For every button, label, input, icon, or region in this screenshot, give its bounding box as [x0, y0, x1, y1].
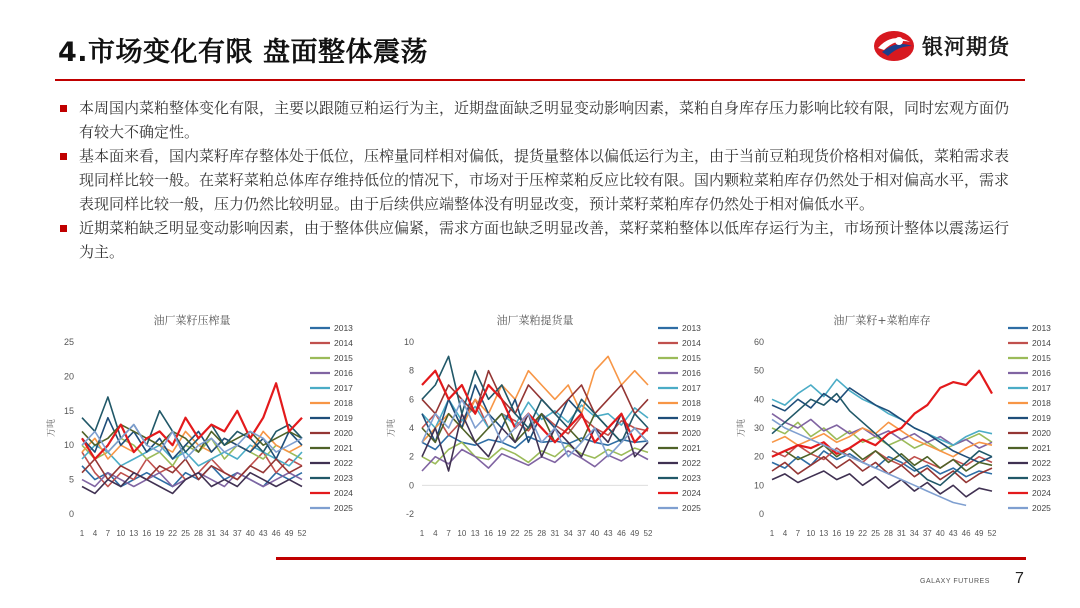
chart-meal-pickup [380, 304, 710, 542]
x-tick-label: 46 [271, 529, 281, 538]
x-tick-label: 25 [181, 529, 190, 538]
y-tick-label: 15 [63, 405, 74, 416]
bullet-text: 本周国内菜粕整体变化有限，主要以跟随豆粕运行为主，近期盘面缺乏明显变动影响因素，菜粕自身库存压力影响比较有限，同时宏观方面仍有较大不确定性。 [79, 99, 1010, 141]
x-tick-label: 40 [590, 529, 600, 538]
legend-label: 2019 [682, 413, 701, 423]
legend-label: 2013 [682, 323, 701, 333]
y-tick-label: 60 [753, 337, 764, 347]
x-tick-label: 16 [832, 529, 842, 538]
chart-title: 油厂菜籽+菜粕库存 [833, 314, 931, 327]
x-tick-label: 28 [884, 529, 893, 538]
galaxy-logo-icon [872, 28, 916, 64]
series-line-2017 [772, 379, 992, 445]
legend-label: 2022 [1032, 458, 1051, 468]
x-tick-label: 40 [935, 529, 945, 538]
x-tick-label: 10 [116, 529, 126, 538]
legend-label: 2023 [682, 473, 701, 483]
y-tick-label: 40 [753, 394, 764, 405]
legend-label: 2021 [334, 443, 353, 453]
x-tick-label: 31 [206, 529, 216, 538]
page-number: 7 [1015, 570, 1024, 587]
series-line-2022 [772, 471, 992, 497]
x-tick-label: 52 [643, 529, 653, 538]
bullet-square-icon [60, 153, 67, 160]
x-tick-label: 4 [433, 529, 438, 538]
y-axis-label: 万吨 [47, 418, 57, 438]
x-tick-label: 10 [457, 529, 467, 538]
y-axis-label: 万吨 [387, 418, 397, 438]
x-tick-label: 4 [782, 529, 788, 538]
x-tick-label: 31 [896, 529, 906, 538]
chart-crush-volume [40, 304, 360, 542]
legend-label: 2019 [334, 413, 353, 423]
legend-label: 2017 [682, 383, 701, 393]
bullet-item [55, 144, 1020, 216]
legend-label: 2013 [1032, 323, 1051, 333]
legend-label: 2018 [334, 398, 353, 408]
chart-seed-meal-stock [730, 304, 1060, 542]
x-tick-label: 16 [142, 529, 152, 538]
legend-label: 2023 [334, 473, 353, 483]
footer-brand: GALAXY FUTURES [920, 578, 990, 585]
y-tick-label: 20 [63, 371, 74, 382]
x-tick-label: 49 [974, 529, 984, 538]
chart-title: 油厂菜籽压榨量 [153, 314, 231, 327]
legend-label: 2017 [1032, 383, 1051, 393]
legend-label: 2022 [682, 458, 701, 468]
legend-label: 2013 [334, 323, 353, 333]
legend-label: 2025 [682, 503, 701, 513]
x-tick-label: 37 [232, 529, 242, 538]
crush-volume-chart [40, 304, 360, 542]
legend-label: 2016 [334, 368, 353, 378]
y-tick-label: 10 [403, 337, 414, 347]
legend-label: 2025 [334, 503, 353, 513]
x-tick-label: 43 [603, 529, 613, 538]
x-tick-label: 16 [484, 529, 493, 538]
x-tick-label: 49 [630, 529, 640, 538]
x-tick-label: 46 [961, 529, 971, 538]
legend-label: 2024 [682, 488, 701, 498]
x-tick-label: 22 [858, 529, 868, 538]
legend-label: 2022 [334, 458, 353, 468]
x-tick-label: 22 [510, 529, 520, 538]
legend-label: 2023 [1032, 473, 1051, 483]
y-tick-label: 6 [408, 394, 414, 405]
company-logo [872, 28, 1010, 64]
x-tick-label: 7 [105, 529, 111, 538]
y-tick-label: 5 [68, 474, 74, 485]
x-tick-label: 19 [155, 529, 165, 538]
x-tick-label: 34 [219, 529, 229, 538]
y-tick-label: 4 [408, 423, 414, 433]
header-rule [55, 79, 1025, 81]
legend-label: 2024 [334, 488, 353, 498]
y-tick-label: 10 [753, 480, 764, 491]
legend-label: 2019 [1032, 413, 1051, 423]
page-title: 4.市场变化有限 盘面整体震荡 [58, 37, 428, 68]
legend-label: 2014 [1032, 338, 1051, 348]
chart-title: 油厂菜粕提货量 [496, 314, 574, 327]
meal-pickup-chart [380, 304, 710, 542]
series-line-2019 [772, 388, 992, 463]
x-tick-label: 49 [284, 529, 294, 538]
bullet-text: 基本面来看，国内菜籽库存整体处于低位，压榨量同样相对偏低，提货量整体以偏低运行为主，由于当前豆粕现货价格相对偏低，菜粕需求表现同样比较一般。在菜籽菜粕总体库存维持低位的情况下，市场对于压榨菜粕反应比较有限。国内颗粒菜粕库存仍然处于相对偏高水平，需求表现同样比较一般，压力仍然比较明显。由于后续供应端整体没有明显改变，预计菜籽菜粕库存仍然处于相对偏低水平。 [79, 147, 1010, 213]
legend-label: 2020 [682, 428, 701, 438]
bullet-list [55, 96, 1020, 264]
y-tick-label: -2 [405, 509, 414, 519]
x-tick-label: 25 [871, 529, 880, 538]
x-tick-label: 13 [470, 529, 480, 538]
x-tick-label: 19 [845, 529, 855, 538]
logo-text: 银河期货 [922, 35, 1010, 59]
y-tick-label: 30 [753, 423, 764, 433]
x-tick-label: 10 [806, 529, 816, 538]
legend-label: 2014 [682, 338, 701, 348]
legend-label: 2018 [682, 398, 701, 408]
legend-label: 2014 [334, 338, 353, 348]
legend-label: 2020 [334, 428, 353, 438]
x-tick-label: 52 [297, 529, 307, 538]
x-tick-label: 4 [92, 529, 98, 538]
bullet-square-icon [60, 225, 67, 232]
bullet-text: 近期菜粕缺乏明显变动影响因素，由于整体供应偏紧，需求方面也缺乏明显改善，菜籽菜粕整体以低库存运行为主，市场预计整体以震荡运行为主。 [79, 219, 1010, 261]
y-tick-label: 25 [63, 337, 74, 347]
x-tick-label: 22 [168, 529, 178, 538]
legend-label: 2016 [682, 368, 701, 378]
y-tick-label: 10 [63, 440, 74, 451]
x-tick-label: 46 [616, 529, 626, 538]
x-tick-label: 31 [550, 529, 560, 538]
x-tick-label: 1 [79, 529, 85, 538]
footer-rule [276, 557, 1026, 560]
y-tick-label: 50 [753, 365, 764, 376]
x-tick-label: 43 [948, 529, 958, 538]
y-tick-label: 0 [758, 509, 764, 519]
legend-label: 2016 [1032, 368, 1051, 378]
x-tick-label: 1 [769, 529, 775, 538]
y-tick-label: 0 [68, 509, 74, 519]
legend-label: 2024 [1032, 488, 1051, 498]
legend-label: 2020 [1032, 428, 1051, 438]
x-tick-label: 52 [987, 529, 997, 538]
x-tick-label: 25 [523, 529, 533, 538]
bullet-item [55, 96, 1020, 144]
y-tick-label: 8 [408, 365, 414, 376]
legend-label: 2021 [1032, 443, 1051, 453]
seed-meal-stock-chart [730, 304, 1060, 542]
x-tick-label: 40 [245, 529, 255, 538]
series-line-2024 [422, 371, 648, 443]
x-tick-label: 28 [537, 529, 547, 538]
bullet-square-icon [60, 105, 67, 112]
x-tick-label: 37 [922, 529, 932, 538]
x-tick-label: 28 [194, 529, 203, 538]
y-axis-label: 万吨 [737, 418, 747, 438]
x-tick-label: 19 [497, 529, 507, 538]
x-tick-label: 7 [795, 529, 801, 538]
legend-label: 2018 [1032, 398, 1051, 408]
legend-label: 2015 [1032, 353, 1051, 363]
x-tick-label: 7 [446, 529, 451, 538]
x-tick-label: 13 [819, 529, 829, 538]
x-tick-label: 1 [419, 529, 425, 538]
y-tick-label: 0 [408, 480, 414, 491]
legend-label: 2021 [682, 443, 701, 453]
series-line-2024 [772, 371, 992, 457]
y-tick-label: 20 [753, 451, 764, 462]
legend-label: 2017 [334, 383, 353, 393]
legend-label: 2025 [1032, 503, 1051, 513]
x-tick-label: 43 [258, 529, 268, 538]
x-tick-label: 34 [909, 529, 919, 538]
legend-label: 2015 [334, 353, 353, 363]
bullet-item [55, 216, 1020, 264]
x-tick-label: 13 [129, 529, 139, 538]
x-tick-label: 34 [563, 529, 573, 538]
y-tick-label: 2 [408, 451, 414, 462]
x-tick-label: 37 [577, 529, 586, 538]
legend-label: 2015 [682, 353, 701, 363]
